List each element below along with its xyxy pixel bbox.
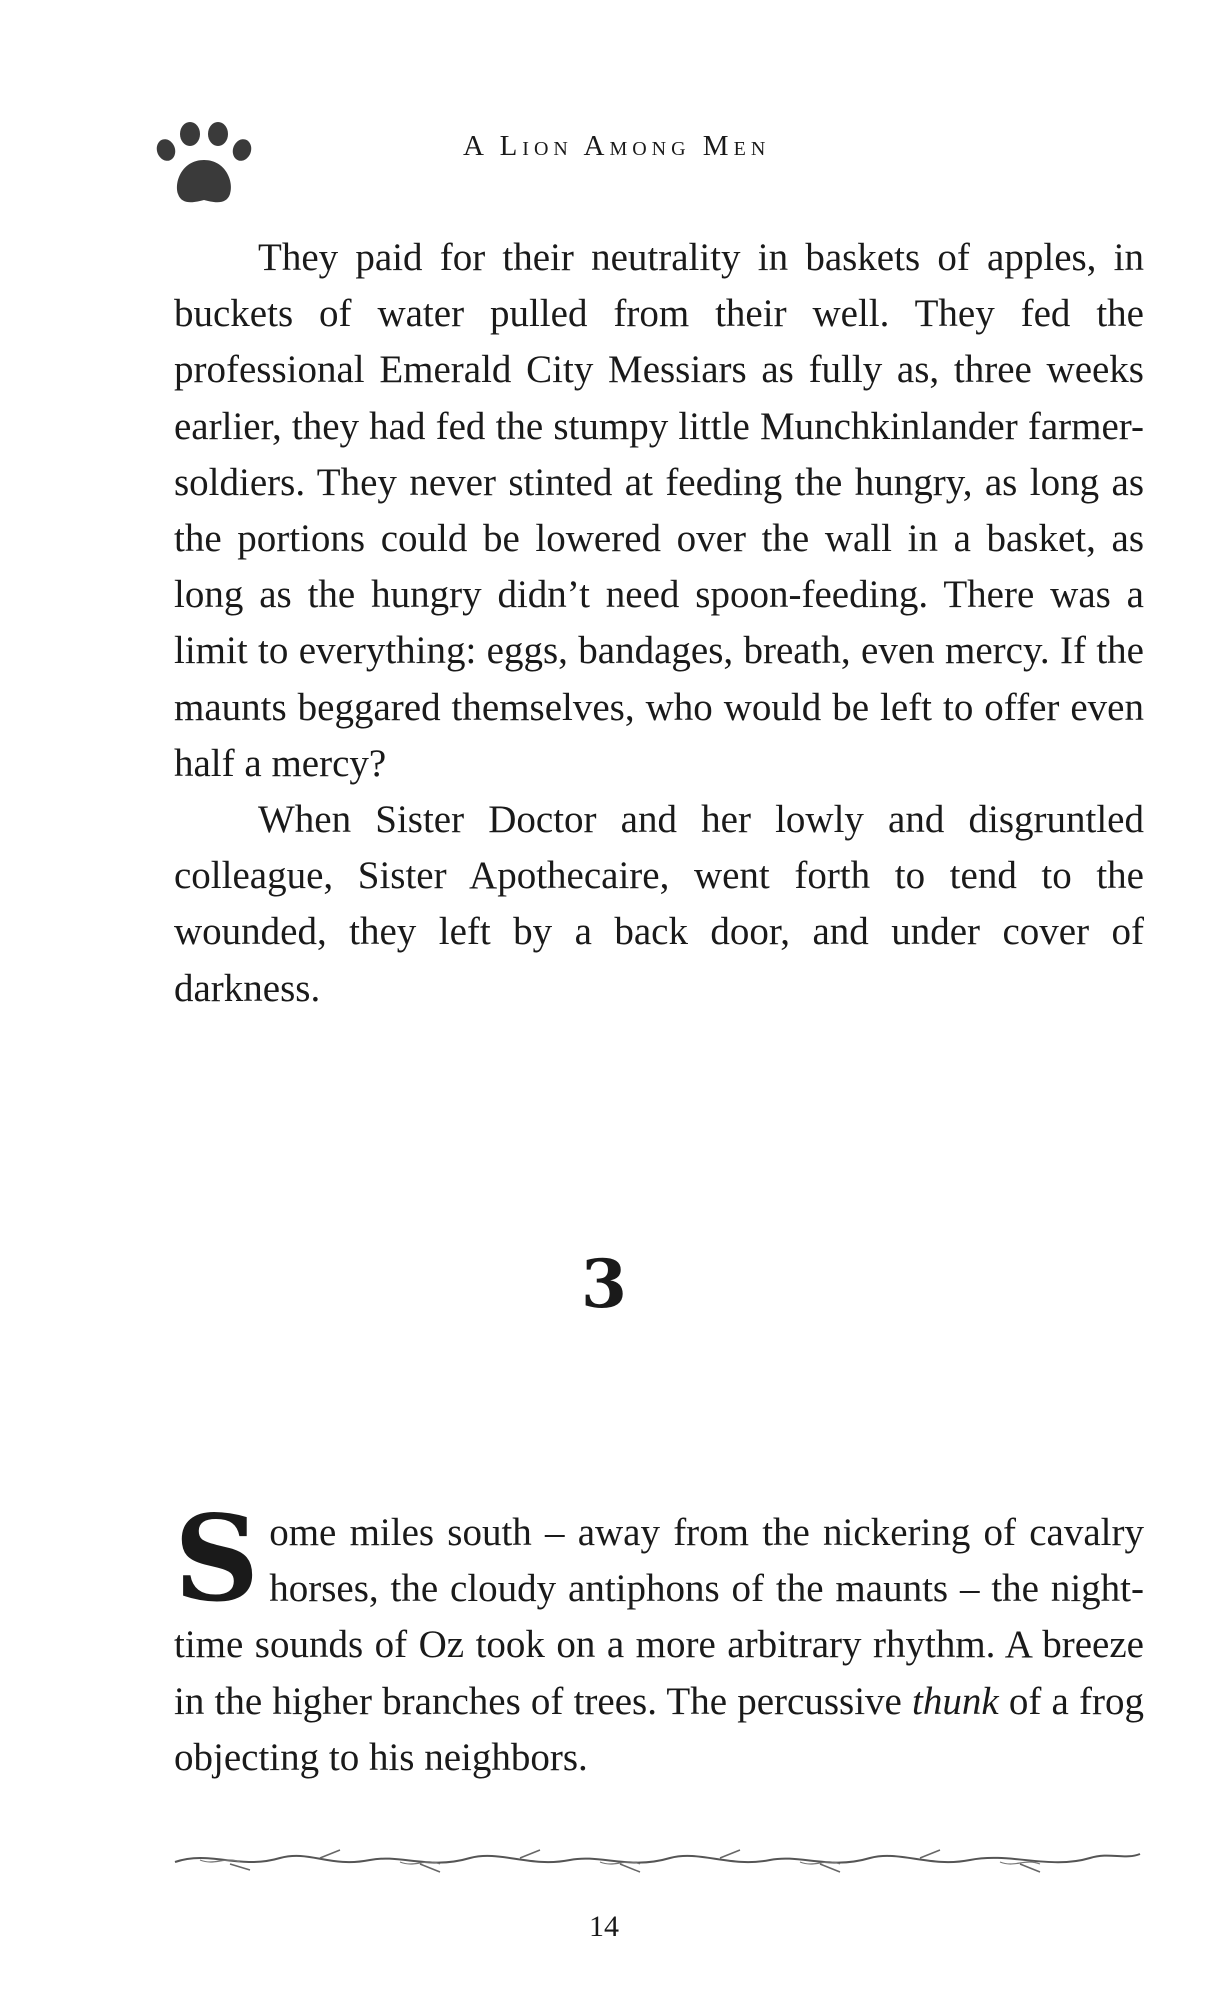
vine-ornament-icon — [170, 1840, 1145, 1880]
chapter-opening-paragraph — [174, 1489, 1144, 1786]
paragraph: When Sister Doctor and her lowly and disgruntled colleague, Sister Apothecaire, went forth to tend to the wounded, they left by a back door, and under cover of darkness. — [174, 798, 1144, 1010]
paw-print-icon — [152, 120, 260, 210]
emphasis-text: thunk — [912, 1679, 999, 1723]
body-text — [174, 230, 1144, 1017]
opening-text-end: of a frog objecting to his neighbors. — [174, 1679, 1144, 1779]
drop-cap: S — [174, 1489, 260, 1628]
chapter-number: 3 — [581, 1245, 627, 1323]
chapter-opening — [174, 1489, 1144, 1786]
page-number: 14 — [589, 1910, 619, 1943]
running-title: A Lion Among Men — [463, 130, 771, 162]
running-header — [150, 108, 1100, 188]
opening-text: ome miles south – away from the nickering of cavalry horses, the cloudy antiphons of the maunts – the night-time sounds of Oz took on a more arbitrary rhythm. A breeze in the higher branches of trees. The percussive — [174, 1511, 1144, 1723]
paragraph: They paid for their neutrality in baskets of apples, in buckets of water pulled from their well. They fed the professional Emerald City Messiars as fully as, three weeks earlier, they had fed the stumpy little Munchkinlander farmer-soldiers. They never stinted at feeding the hungry, as long as the portions could be lowered over the wall in a basket, as long as the hungry didn’t need spoon-feeding. There was a limit to everything: eggs, bandages, breath, even mercy. If the maunts beggared themselves, who would be left to offer even half a mercy? — [174, 236, 1144, 785]
